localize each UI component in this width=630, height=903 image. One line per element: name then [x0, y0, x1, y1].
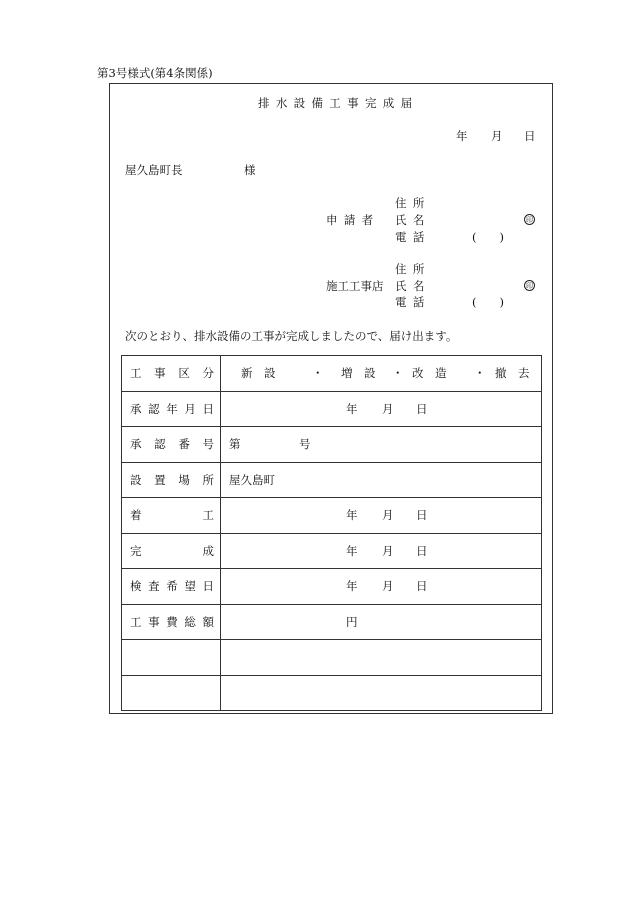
day-unit: 日	[416, 543, 428, 558]
label-text: 承 認 番 号	[130, 437, 214, 452]
applicant-role: 申請者	[326, 213, 380, 227]
table-row	[122, 356, 542, 392]
row-label	[122, 462, 221, 498]
month-unit: 月	[382, 508, 394, 523]
row-label	[122, 356, 221, 392]
table-row	[122, 533, 542, 569]
option-separator: ・	[312, 366, 324, 381]
table-row	[122, 498, 542, 534]
label-text: 設 置 場 所	[130, 472, 214, 487]
year-unit: 年	[346, 579, 358, 594]
contractor-name-label: 氏名	[395, 279, 431, 293]
month-unit: 月	[382, 579, 394, 594]
form-number: 第3号様式(第4条関係)	[97, 66, 213, 80]
number-suffix: 号	[299, 437, 311, 452]
number-prefix: 第	[229, 437, 241, 452]
table-row	[122, 604, 542, 640]
row-label	[122, 604, 221, 640]
option-new: 新 設	[241, 366, 276, 381]
contractor-seal-icon: 印	[526, 282, 533, 290]
row-label	[122, 427, 221, 463]
label-text: 完 成	[130, 543, 214, 558]
month-unit: 月	[382, 543, 394, 558]
row-label	[122, 498, 221, 534]
date-parts	[229, 579, 541, 593]
year-unit: 年	[346, 508, 358, 523]
construction-type-options	[229, 366, 541, 380]
contractor-address-label: 住所	[395, 262, 431, 276]
table-row	[122, 427, 542, 463]
row-label	[122, 533, 221, 569]
date-parts	[229, 544, 541, 558]
contractor-phone-parens: ( )	[472, 295, 504, 309]
option-renovation: 改 造	[412, 366, 447, 381]
date-year: 年	[456, 129, 468, 143]
label-text: 工 事 区 分	[130, 366, 214, 381]
day-unit: 日	[416, 579, 428, 594]
label-text: 工 事 費 総 額	[130, 614, 214, 629]
date-day: 日	[524, 129, 536, 143]
total-cost-cell	[221, 604, 542, 640]
table-row	[122, 462, 542, 498]
table-row	[122, 640, 542, 676]
table-row	[122, 675, 542, 711]
month-unit: 月	[382, 401, 394, 416]
table-row	[122, 569, 542, 605]
approval-number-cell	[221, 427, 542, 463]
row-label	[122, 569, 221, 605]
statement: 次のとおり、排水設備の工事が完成しましたので、届け出ます。	[125, 329, 458, 343]
date-parts	[229, 402, 541, 416]
date-cell	[221, 569, 542, 605]
option-removal: 撤 去	[495, 366, 530, 381]
construction-type-cell	[221, 356, 542, 392]
date-cell	[221, 498, 542, 534]
year-unit: 年	[346, 543, 358, 558]
blank-cell	[221, 640, 542, 676]
applicant-seal-icon: 印	[526, 216, 533, 224]
option-separator: ・	[392, 366, 404, 381]
year-unit: 年	[346, 401, 358, 416]
blank-cell	[221, 675, 542, 711]
label-text: 着 工	[130, 508, 214, 523]
total-cost-parts	[229, 615, 541, 629]
label-text: 検 査 希 望 日	[130, 579, 214, 594]
yen-unit: 円	[346, 614, 358, 629]
addressee-honorific: 様	[244, 163, 256, 177]
day-unit: 日	[416, 508, 428, 523]
addressee-name: 屋久島町長	[125, 163, 183, 177]
date-month: 月	[491, 129, 503, 143]
date-cell	[221, 533, 542, 569]
completion-table	[121, 355, 542, 711]
applicant-phone-parens: ( )	[472, 230, 504, 244]
location-cell: 屋久島町	[221, 462, 542, 498]
contractor-phone-label: 電話	[395, 295, 431, 309]
table-row	[122, 391, 542, 427]
applicant-address-label: 住所	[395, 196, 431, 210]
date-cell	[221, 391, 542, 427]
row-label	[122, 675, 221, 711]
contractor-role: 施工工事店	[326, 279, 384, 293]
applicant-name-label: 氏名	[395, 213, 431, 227]
label-text: 承 認 年 月 日	[130, 401, 214, 416]
day-unit: 日	[416, 401, 428, 416]
row-label	[122, 640, 221, 676]
date-parts	[229, 508, 541, 522]
applicant-phone-label: 電話	[395, 230, 431, 244]
approval-number-parts	[229, 437, 541, 451]
form-title: 排水設備工事完成届	[258, 96, 419, 110]
option-separator: ・	[474, 366, 486, 381]
option-extension: 増 設	[341, 366, 376, 381]
row-label	[122, 391, 221, 427]
